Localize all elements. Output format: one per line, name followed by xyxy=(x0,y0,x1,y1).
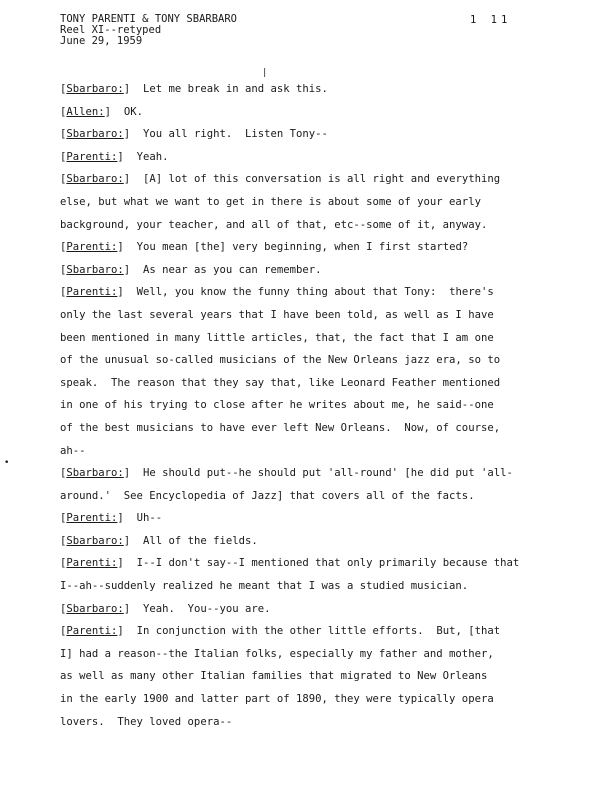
transcript-line xyxy=(60,191,550,214)
transcript-line xyxy=(60,507,550,530)
speaker-tag: [Parenti:] xyxy=(60,512,137,525)
transcript-line xyxy=(60,530,550,553)
line-text: else, but what we want to get in there is about some of your early xyxy=(60,195,481,208)
line-text: in the early 1900 and latter part of 1890, they were typically opera xyxy=(60,693,494,706)
speaker-name: Sbarbaro: xyxy=(66,467,124,480)
transcript-line xyxy=(60,259,550,282)
header-date: June 29, 1959 xyxy=(60,35,143,47)
transcript-line xyxy=(60,214,550,237)
line-text: [A] lot of this conversation is all right and everything xyxy=(142,173,501,186)
line-text: You mean [the] very beginning, when I first started? xyxy=(136,241,469,254)
transcript-line xyxy=(60,78,550,101)
line-text: lovers. They loved opera-- xyxy=(60,715,233,728)
speaker-name: Parenti: xyxy=(66,557,118,570)
transcript-line xyxy=(60,440,550,463)
speaker-tag: [Sbarbaro:] xyxy=(60,534,143,547)
speaker-name: Parenti: xyxy=(66,150,118,163)
transcript-line xyxy=(60,643,550,666)
transcript-line xyxy=(60,236,550,259)
line-text: I--I don't say--I mentioned that only primarily because that xyxy=(136,557,520,570)
transcript-line xyxy=(60,462,550,485)
line-text: Uh-- xyxy=(136,512,163,525)
line-text: as well as many other Italian families that migrated to New Orleans xyxy=(60,670,488,683)
transcript-line xyxy=(60,665,550,688)
transcript-line xyxy=(60,394,550,417)
transcript-line xyxy=(60,417,550,440)
speaker-name: Parenti: xyxy=(66,286,118,299)
line-text: You all right. Listen Tony-- xyxy=(142,128,328,141)
speaker-name: Sbarbaro: xyxy=(66,83,124,95)
line-text: Well, you know the funny thing about that Tony: there's xyxy=(136,286,494,299)
line-text: of the best musicians to have ever left New Orleans. Now, of course, xyxy=(60,421,501,434)
line-text: been mentioned in many little articles, that, the fact that I am one xyxy=(60,331,494,344)
margin-mark: • xyxy=(4,458,10,468)
line-text: All of the fields. xyxy=(142,534,258,547)
transcript-line xyxy=(60,146,550,169)
transcript-line xyxy=(60,349,550,372)
line-text: only the last several years that I have been told, as well as I have xyxy=(60,308,494,321)
header-names: TONY PARENTI & TONY SBARBARO xyxy=(60,13,238,25)
speaker-tag: [Sbarbaro:] xyxy=(60,602,143,615)
page-number: 1 11 xyxy=(470,14,512,26)
line-text: Yeah. xyxy=(136,150,169,163)
line-text: Yeah. You--you are. xyxy=(142,602,271,615)
tick-mark: | xyxy=(262,68,268,78)
speaker-name: Sbarbaro: xyxy=(66,173,124,186)
speaker-name: Sbarbaro: xyxy=(66,128,124,141)
speaker-tag: [Allen:] xyxy=(60,105,124,118)
transcript-line xyxy=(60,372,550,395)
line-text: I--ah--suddenly realized he meant that I was a studied musician. xyxy=(60,580,469,593)
transcript-body xyxy=(60,78,550,733)
line-text: speak. The reason that they say that, like Leonard Feather mentioned xyxy=(60,376,501,389)
line-text: background, your teacher, and all of that, etc--some of it, anyway. xyxy=(60,218,488,231)
speaker-tag: [Parenti:] xyxy=(60,286,137,299)
transcript-line xyxy=(60,101,550,124)
line-text: He should put--he should put 'all-round' [he did put 'all- xyxy=(142,467,513,480)
transcript-line xyxy=(60,281,550,304)
speaker-tag: [Parenti:] xyxy=(60,625,137,638)
speaker-name: Parenti: xyxy=(66,241,118,254)
transcript-line xyxy=(60,168,550,191)
speaker-tag: [Sbarbaro:] xyxy=(60,263,143,276)
transcript-line xyxy=(60,575,550,598)
document-header xyxy=(60,14,237,47)
transcript-line xyxy=(60,485,550,508)
speaker-name: Parenti: xyxy=(66,625,118,638)
line-text: ah-- xyxy=(60,444,86,457)
transcript-line xyxy=(60,688,550,711)
transcript-line xyxy=(60,552,550,575)
speaker-tag: [Parenti:] xyxy=(60,241,137,254)
header-reel: Reel XI--retyped xyxy=(60,24,162,36)
speaker-tag: [Sbarbaro:] xyxy=(60,83,143,95)
transcript-line xyxy=(60,598,550,621)
speaker-tag: [Sbarbaro:] xyxy=(60,173,143,186)
speaker-tag: [Sbarbaro:] xyxy=(60,128,143,141)
line-text: As near as you can remember. xyxy=(142,263,322,276)
speaker-tag: [Sbarbaro:] xyxy=(60,467,143,480)
speaker-name: Sbarbaro: xyxy=(66,534,124,547)
transcript-line xyxy=(60,327,550,350)
transcript-line xyxy=(60,304,550,327)
line-text: around.' See Encyclopedia of Jazz] that covers all of the facts. xyxy=(60,489,475,502)
speaker-name: Allen: xyxy=(66,105,105,118)
line-text: In conjunction with the other little efforts. But, [that xyxy=(136,625,501,638)
line-text: Let me break in and ask this. xyxy=(142,83,328,95)
speaker-tag: [Parenti:] xyxy=(60,150,137,163)
line-text: in one of his trying to close after he writes about me, he said--one xyxy=(60,399,494,412)
speaker-name: Sbarbaro: xyxy=(66,263,124,276)
transcript-line xyxy=(60,620,550,643)
transcript-line xyxy=(60,711,550,734)
speaker-name: Sbarbaro: xyxy=(66,602,124,615)
line-text: I] had a reason--the Italian folks, especially my father and mother, xyxy=(60,647,494,660)
line-text: of the unusual so-called musicians of the New Orleans jazz era, so to xyxy=(60,354,501,367)
transcript-line xyxy=(60,123,550,146)
line-text: OK. xyxy=(123,105,143,118)
speaker-tag: [Parenti:] xyxy=(60,557,137,570)
speaker-name: Parenti: xyxy=(66,512,118,525)
